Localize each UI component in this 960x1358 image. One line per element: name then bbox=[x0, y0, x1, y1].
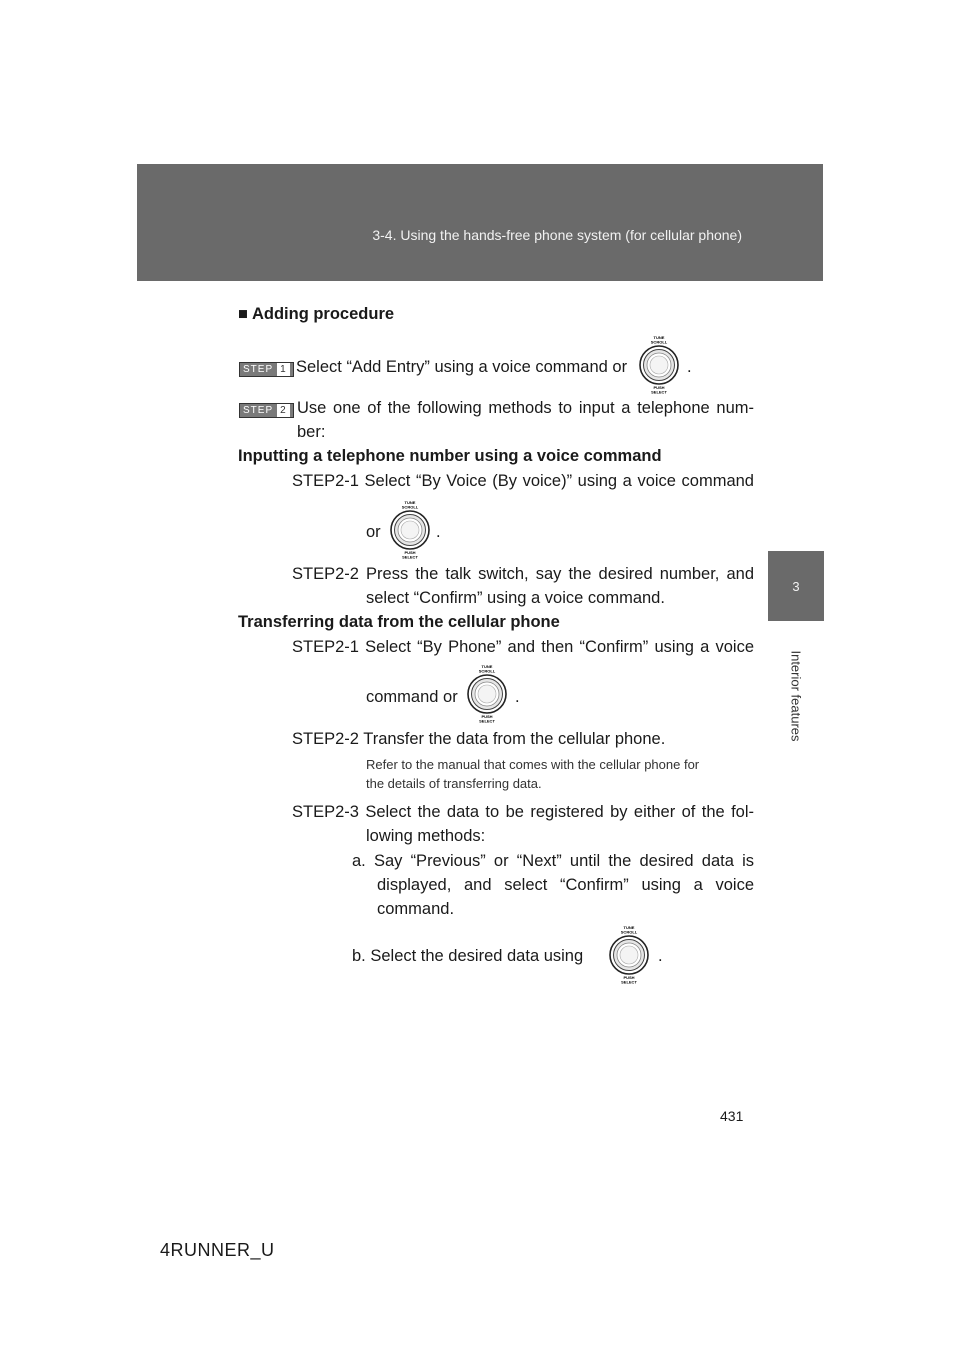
option-a-line-3: command. bbox=[377, 900, 455, 918]
dial-label-bottom-1: PUSH bbox=[623, 975, 635, 980]
voice-step-2-line-2: select “Confirm” using a voice command. bbox=[366, 589, 665, 607]
dial-label-bottom-2: SELECT bbox=[402, 554, 418, 560]
phone-step-3-line-2: lowing methods: bbox=[366, 827, 486, 845]
side-tab-number bbox=[768, 551, 824, 621]
dial-label-bottom-1: PUSH bbox=[481, 714, 493, 719]
tune-scroll-dial-icon bbox=[384, 499, 436, 561]
dial-label-top-1: TUNE bbox=[481, 664, 493, 669]
phone-method-heading: Transferring data from the cellular phone bbox=[238, 613, 560, 631]
phone-step-3-line-1: STEP2-3 Select the data to be registered by either of the fol- bbox=[292, 803, 754, 821]
tune-scroll-dial-icon bbox=[461, 663, 513, 725]
voice-step-1-line-1: STEP2-1 Select “By Voice (By voice)” using a voice command bbox=[292, 472, 754, 490]
side-tab-label-box bbox=[768, 621, 824, 771]
phone-note-line-1: Refer to the manual that comes with the cellular phone for bbox=[366, 757, 700, 772]
dial-label-bottom-2: SELECT bbox=[651, 389, 667, 395]
dial-label-top-1: TUNE bbox=[404, 500, 416, 505]
dial-label-top-2: SCROLL bbox=[620, 929, 638, 935]
side-tab-number-text: 3 bbox=[792, 578, 800, 594]
phone-step-1-command: command or bbox=[366, 688, 458, 706]
header-band bbox=[137, 164, 823, 281]
section-title-text: Adding procedure bbox=[251, 305, 395, 323]
phone-step-1-period: . bbox=[515, 688, 520, 706]
voice-step-2-line-1: STEP2-2 Press the talk switch, say the desired number, and bbox=[292, 565, 754, 583]
option-b-period: . bbox=[658, 947, 663, 965]
model-code: 4RUNNER_U bbox=[160, 1240, 275, 1260]
dial-label-bottom-1: PUSH bbox=[653, 385, 665, 390]
option-a-line-2: displayed, and select “Confirm” using a voice bbox=[377, 876, 754, 894]
voice-method-heading: Inputting a telephone number using a voice command bbox=[238, 447, 662, 465]
option-b-text: b. Select the desired data using bbox=[352, 947, 584, 965]
dial-label-top-2: SCROLL bbox=[478, 668, 496, 674]
step-1-badge-text: STEP bbox=[243, 364, 274, 375]
phone-step-1-line-1: STEP2-1 Select “By Phone” and then “Confirm” using a voice bbox=[292, 638, 754, 656]
page-header-title: 3-4. Using the hands-free phone system (for cellular phone) bbox=[372, 227, 742, 243]
step-1-badge bbox=[239, 359, 294, 377]
step-2-badge-num: 2 bbox=[277, 404, 290, 417]
section-marker: ■ bbox=[238, 305, 248, 323]
dial-label-bottom-1: PUSH bbox=[404, 550, 416, 555]
tune-scroll-dial-icon bbox=[603, 924, 655, 986]
step-2-line-1: Use one of the following methods to input a telephone num- bbox=[297, 399, 754, 417]
step-2-badge bbox=[239, 400, 294, 418]
page-number: 431 bbox=[720, 1108, 744, 1124]
phone-step-2: STEP2-2 Transfer the data from the cellular phone. bbox=[292, 730, 666, 748]
voice-step-1-or: or bbox=[366, 523, 381, 541]
dial-label-top-2: SCROLL bbox=[401, 504, 419, 510]
dial-label-bottom-2: SELECT bbox=[621, 979, 637, 985]
step-2-line-2: ber: bbox=[297, 423, 326, 441]
tune-scroll-dial-icon bbox=[633, 334, 685, 396]
phone-note-line-2: the details of transferring data. bbox=[366, 776, 542, 791]
step-1-text: Select “Add Entry” using a voice command or bbox=[296, 358, 628, 376]
step-1-badge-num: 1 bbox=[277, 363, 290, 376]
section-title bbox=[238, 303, 394, 325]
voice-step-1-period: . bbox=[436, 523, 441, 541]
dial-label-top-2: SCROLL bbox=[650, 339, 668, 345]
dial-label-bottom-2: SELECT bbox=[479, 718, 495, 724]
dial-label-top-1: TUNE bbox=[623, 925, 635, 930]
step-2-badge-text: STEP bbox=[243, 405, 274, 416]
side-tab-label: Interior features bbox=[788, 650, 804, 742]
dial-label-top-1: TUNE bbox=[653, 335, 665, 340]
option-a-line-1: a. Say “Previous” or “Next” until the desired data is bbox=[352, 852, 754, 870]
step-1-period: . bbox=[687, 358, 692, 376]
